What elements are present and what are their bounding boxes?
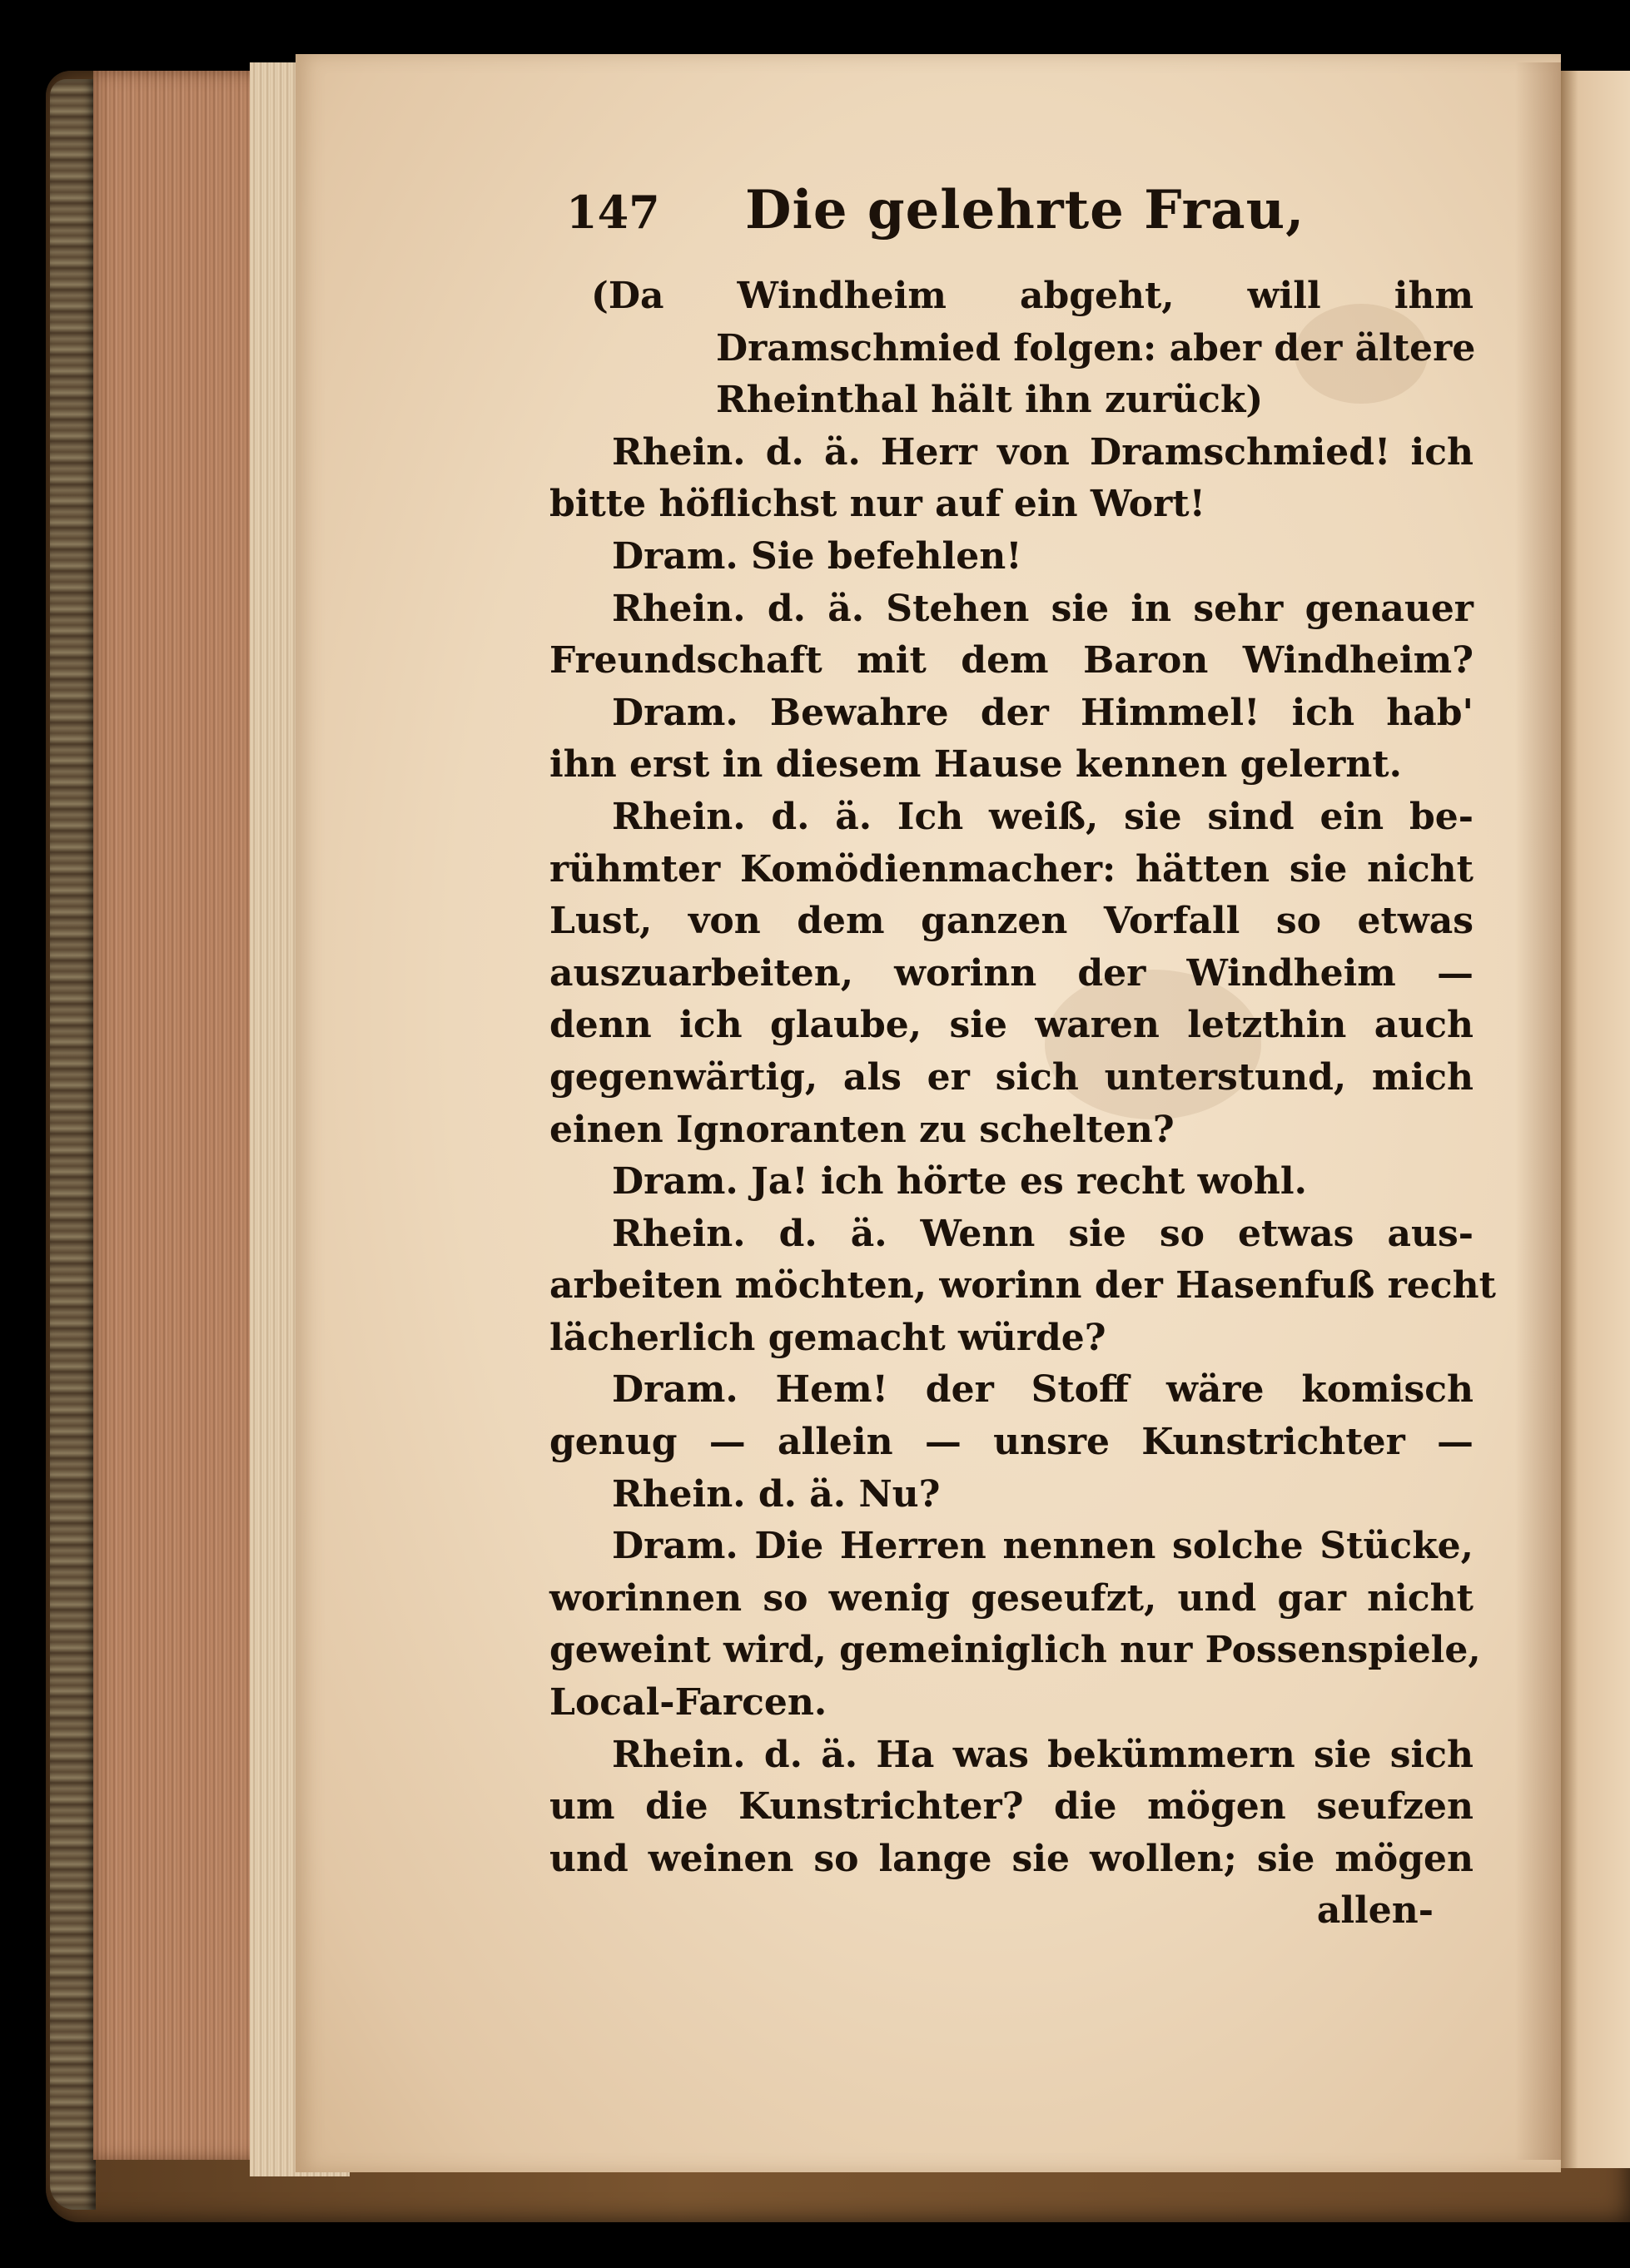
text-line: Local-Farcen. bbox=[549, 1681, 827, 1725]
text-line: genug — allein — unsre Kunstrichter — bbox=[549, 1421, 1473, 1464]
text-line: um die Kunstrichter? die mögen seufzen bbox=[549, 1785, 1473, 1829]
text-line: (Da Windheim abgeht, will ihm bbox=[591, 275, 1473, 317]
text-line: Rhein. d. ä. Ha was bekümmern sie sich bbox=[612, 1733, 1473, 1776]
text-line: Dram. Hem! der Stoff wäre komisch bbox=[612, 1368, 1473, 1412]
text-line: arbeiten möchten, worinn der Hasenfuß recht bbox=[549, 1264, 1496, 1308]
text-line: geweint wird, gemeiniglich nur Possenspiele, bbox=[549, 1629, 1481, 1672]
text-line: lächerlich gemacht würde? bbox=[549, 1316, 1106, 1359]
text-line: Rheinthal hält ihn zurück) bbox=[716, 379, 1264, 422]
page-gutter bbox=[1515, 62, 1561, 2160]
text-line: und weinen so lange sie wollen; sie mögen bbox=[549, 1837, 1473, 1880]
text-line: einen Ignoranten zu schelten? bbox=[549, 1108, 1175, 1151]
text-line: Rhein. d. ä. Nu? bbox=[612, 1472, 941, 1516]
running-title: Die gelehrte Frau, bbox=[745, 179, 1305, 241]
catchword: allen- bbox=[1316, 1889, 1434, 1933]
marbled-spine-edge bbox=[50, 79, 96, 2210]
text-line: rühmter Komödienmacher: hätten sie nicht bbox=[549, 847, 1473, 891]
text-line: Lust, von dem ganzen Vorfall so etwas bbox=[549, 900, 1473, 943]
page-text bbox=[549, 179, 1496, 1938]
facing-page-edge bbox=[1561, 71, 1630, 2168]
text-line: Dramschmied folgen: aber der ältere bbox=[716, 326, 1476, 370]
text-line: gegenwärtig, als er sich unterstund, mich bbox=[549, 1055, 1473, 1099]
text-line: bitte höflichst nur auf ein Wort! bbox=[549, 483, 1205, 526]
text-line: Rhein. d. ä. Ich weiß, sie sind ein be- bbox=[612, 795, 1473, 838]
page-header bbox=[566, 179, 1473, 270]
text-line: worinnen so wenig geseufzt, und gar nicht bbox=[549, 1576, 1473, 1620]
text-line: Rhein. d. ä. Herr von Dramschmied! ich bbox=[612, 430, 1473, 474]
text-line: Rhein. d. ä. Stehen sie in sehr genauer bbox=[612, 587, 1473, 630]
text-line: Dram. Ja! ich hörte es recht wohl. bbox=[612, 1160, 1307, 1203]
page-number: 147 bbox=[566, 186, 660, 239]
text-line: Dram. Bewahre der Himmel! ich hab' bbox=[612, 691, 1473, 734]
text-line: denn ich glaube, sie waren letzthin auch bbox=[549, 1004, 1473, 1047]
text-line: Rhein. d. ä. Wenn sie so etwas aus- bbox=[612, 1212, 1473, 1255]
text-line: Dram. Sie befehlen! bbox=[612, 534, 1022, 578]
text-line: Freundschaft mit dem Baron Windheim? bbox=[549, 639, 1473, 682]
text-line: Dram. Die Herren nennen solche Stücke, bbox=[612, 1525, 1473, 1568]
text-line: ihn erst in diesem Hause kennen gelernt. bbox=[549, 743, 1402, 787]
text-line: auszuarbeiten, worinn der Windheim — bbox=[549, 951, 1473, 995]
